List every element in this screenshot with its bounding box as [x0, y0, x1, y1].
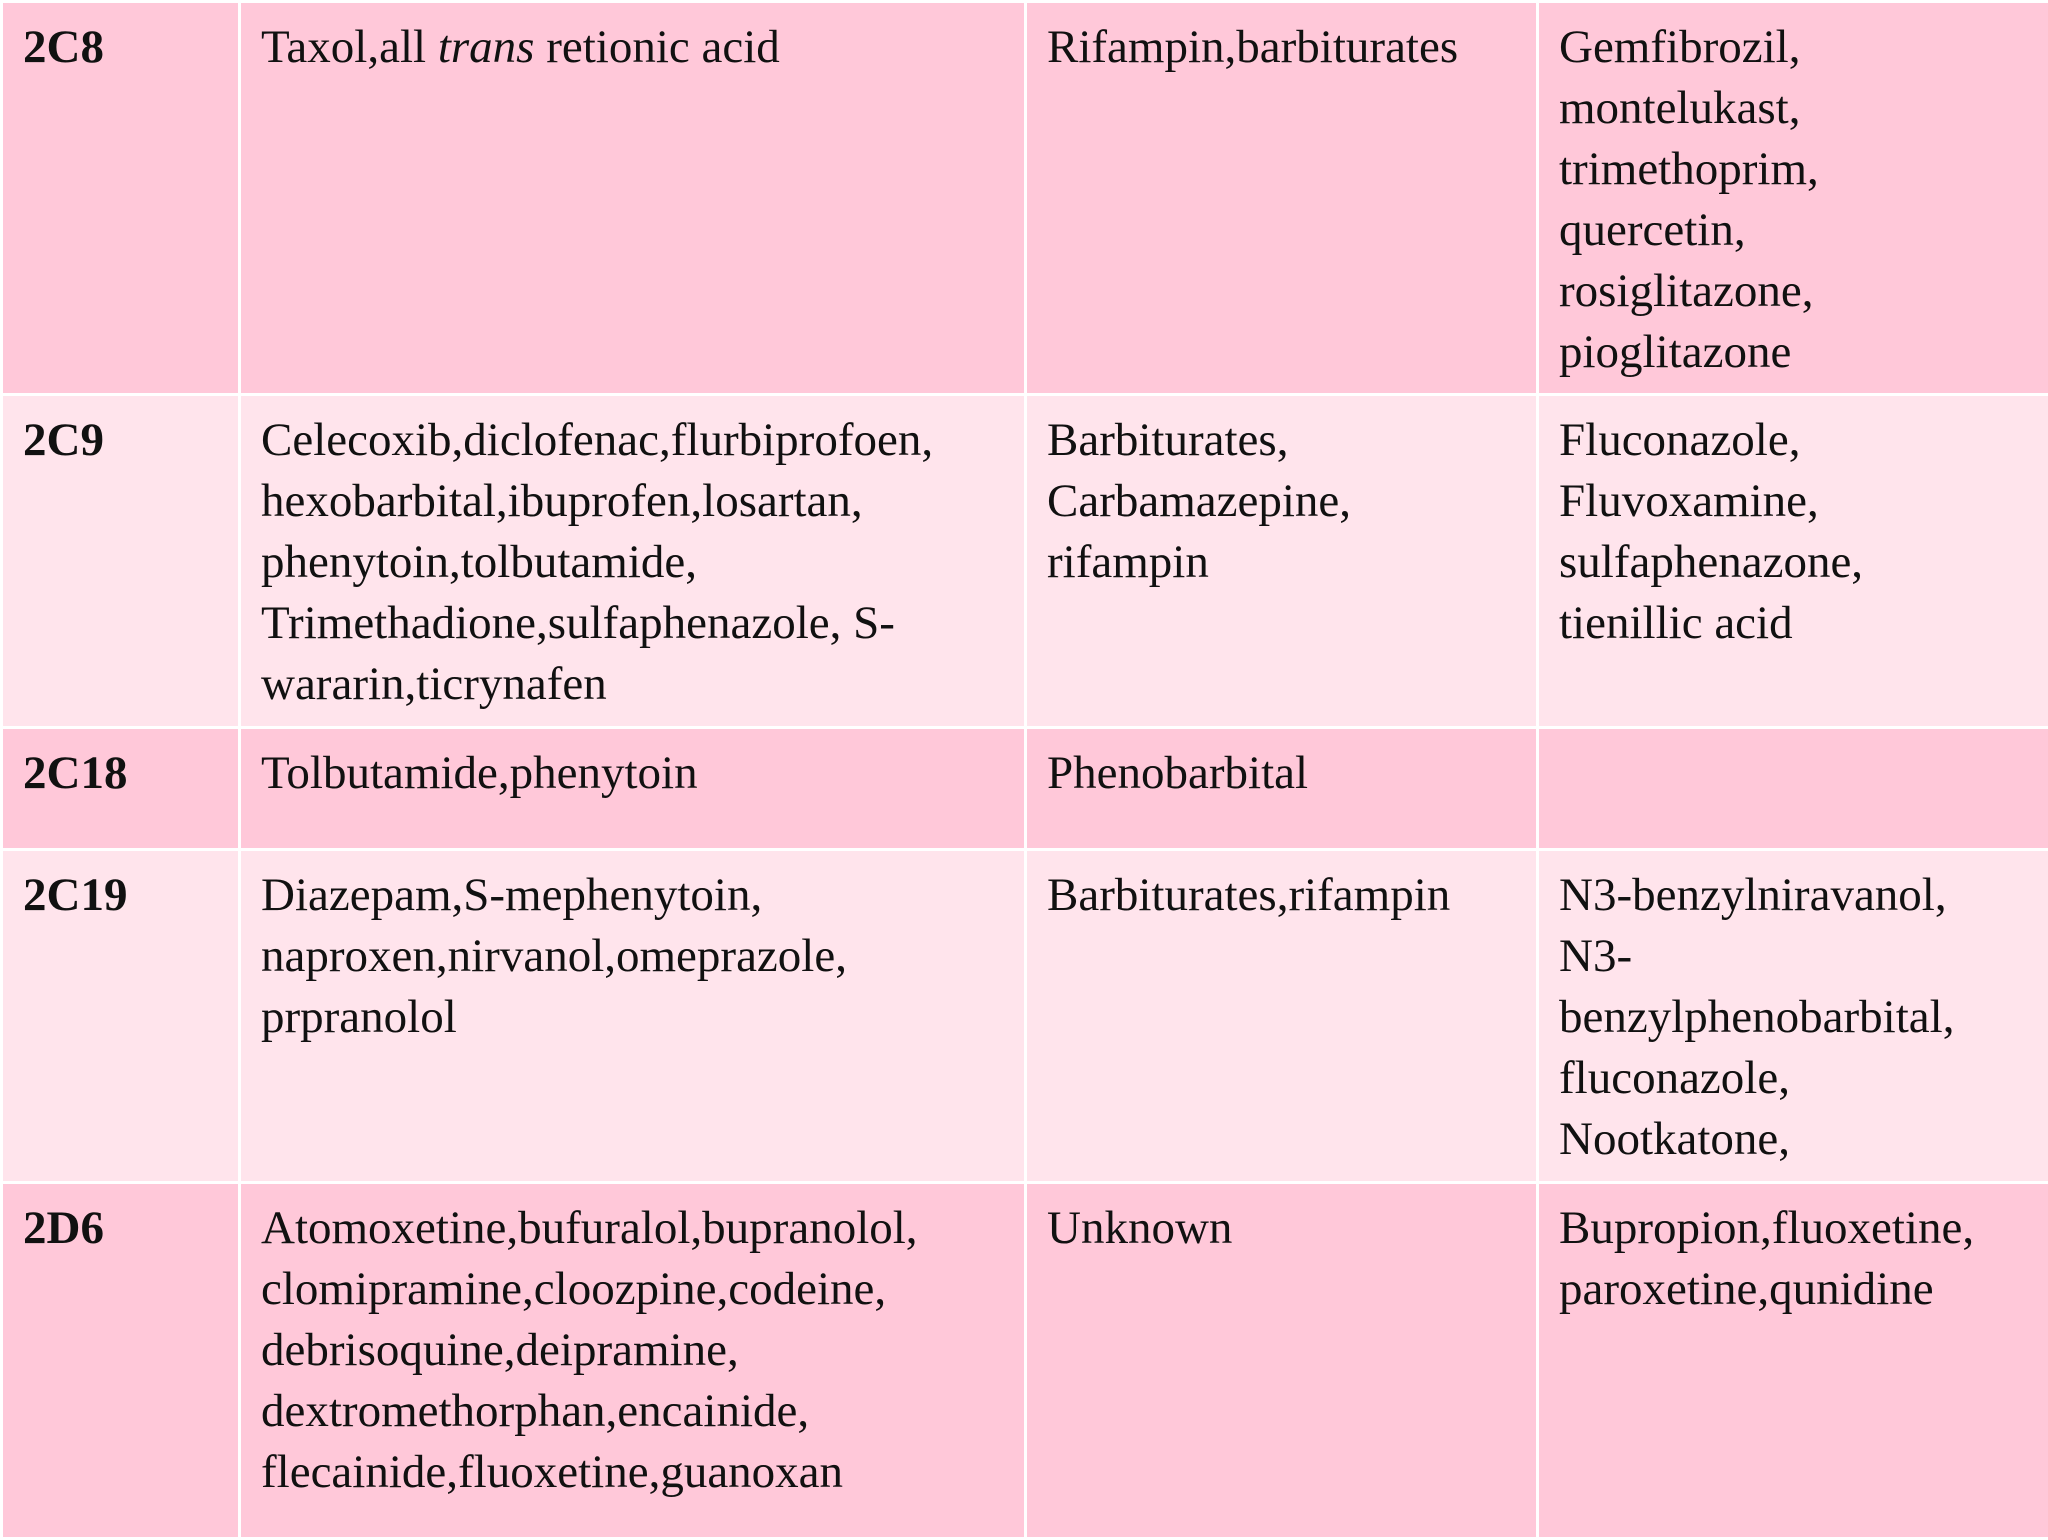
table-row-2c9 [2, 395, 2048, 728]
enzyme-cell: 2C9 [2, 395, 240, 728]
substrates-cell: Atomoxetine,bufuralol,bupranolol, clomipramine,cloozpine,codeine, debrisoquine,deipramine, dextromethorphan,encainide, flecainide,fluoxetine,guanoxan [240, 1183, 1026, 1539]
inhibitors-cell: N3-benzylniravanol, N3- benzylphenobarbital, fluconazole, Nootkatone, [1538, 850, 2048, 1183]
substrates-cell: Diazepam,S-mephenytoin, naproxen,nirvanol,omeprazole, prpranolol [240, 850, 1026, 1183]
substrates-text: Taxol,all [261, 21, 438, 73]
enzyme-cell: 2D6 [2, 1183, 240, 1539]
inhibitors-cell: Fluconazole, Fluvoxamine, sulfaphenazone, tienillic acid [1538, 395, 2048, 728]
table-row-2d6 [2, 1183, 2048, 1539]
inducers-cell: Phenobarbital [1026, 728, 1538, 850]
substrates-cell: Celecoxib,diclofenac,flurbiprofoen, hexobarbital,ibuprofen,losartan, phenytoin,tolbutamide, Trimethadione,sulfaphenazole, S- wararin,ticrynafen [240, 395, 1026, 728]
substrates-cell: Tolbutamide,phenytoin [240, 728, 1026, 850]
inhibitors-cell: Gemfibrozil, montelukast, trimethoprim, quercetin, rosiglitazone, pioglitazone [1538, 2, 2048, 395]
enzyme-cell: 2C18 [2, 728, 240, 850]
substrates-cell [240, 2, 1026, 395]
substrates-text-end: retionic acid [534, 21, 779, 73]
substrates-italic-text: trans [438, 21, 535, 73]
inducers-cell: Unknown [1026, 1183, 1538, 1539]
inhibitors-cell [1538, 728, 2048, 850]
enzyme-cell: 2C8 [2, 2, 240, 395]
inducers-cell: Barbiturates,rifampin [1026, 850, 1538, 1183]
enzyme-cell: 2C19 [2, 850, 240, 1183]
inducers-cell: Rifampin,barbiturates [1026, 2, 1538, 395]
table-row-2c8 [2, 2, 2048, 395]
table-row-2c19 [2, 850, 2048, 1183]
inducers-cell: Barbiturates, Carbamazepine, rifampin [1026, 395, 1538, 728]
inhibitors-cell: Bupropion,fluoxetine, paroxetine,qunidine [1538, 1183, 2048, 1539]
table-row-2c18 [2, 728, 2048, 850]
